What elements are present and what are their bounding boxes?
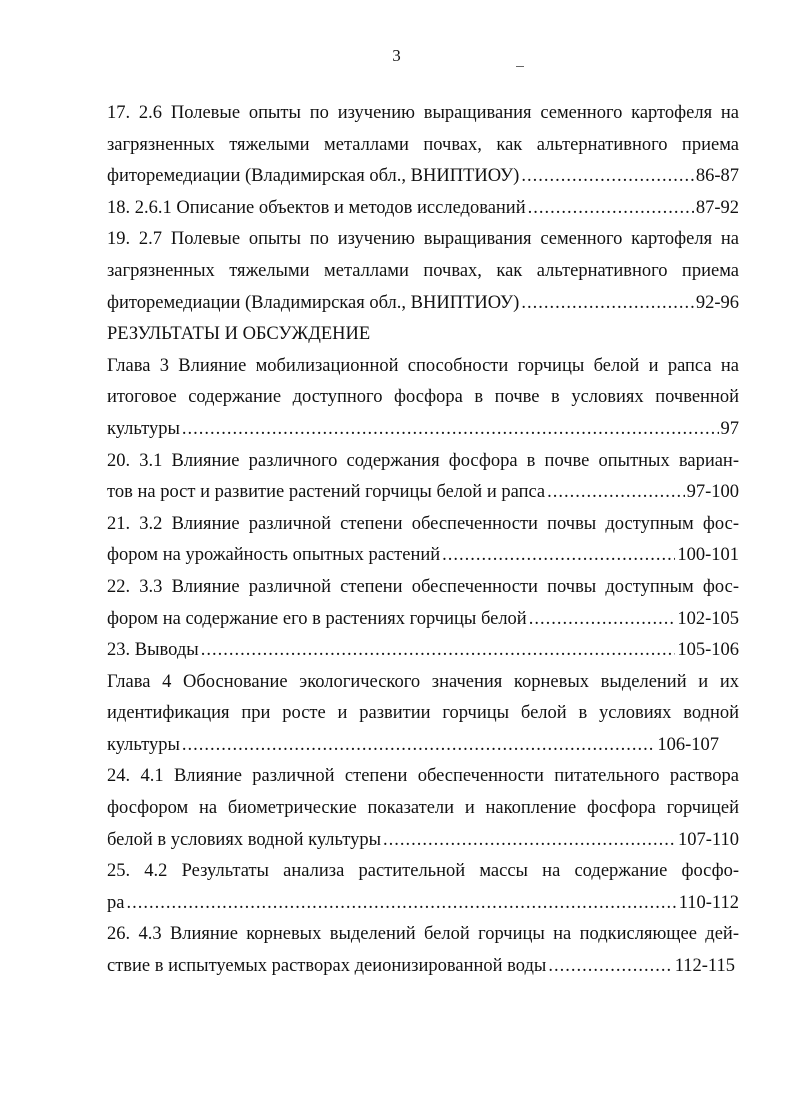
toc-entry-24-line-2: фосфором на биометрические показатели и накопление фосфора горчицей [107,798,739,819]
toc-entry-17-pages: 86-87 [695,166,739,187]
toc-dot-leader [521,161,694,193]
toc-entry-25-title-end: ра [107,892,125,913]
toc-chapter-4-pages: 106-107 [657,734,719,755]
toc-dot-leader [126,888,676,920]
toc-chapter-3-line-2: итоговое содержание доступного фосфора в почве в условиях почвенной [107,387,739,408]
toc-entry-20-line-2 [107,477,739,509]
toc-chapter-3-line-1: Глава 3 Влияние мобилизационной способности горчицы белой и рапса на [107,355,739,376]
toc-entry-22-title-end: фором на содержание его в растениях горчицы белой [107,608,527,629]
toc-dot-leader [547,477,684,509]
toc-entry-26-line-2 [107,951,735,983]
toc-entry-21-line-1: 21. 3.2 Влияние различной степени обеспеченности почвы доступным фос- [107,513,739,534]
table-of-contents [107,98,739,983]
toc-entry-17-title-end: фиторемедиации (Владимирская обл., ВНИПТИОУ) [107,166,520,187]
toc-entry-19-line-3 [107,288,739,320]
toc-dot-leader [528,193,694,225]
toc-entry-22-line-1: 22. 3.3 Влияние различной степени обеспеченности почвы доступным фос- [107,576,739,597]
toc-chapter-4-title-end: культуры [107,734,180,755]
toc-entry-24-line-3 [107,825,739,857]
toc-entry-25-line-1: 25. 4.2 Результаты анализа растительной массы на содержание фосфо- [107,861,739,882]
toc-entry-22-line-2 [107,604,739,636]
toc-chapter-3-title-end: культуры [107,418,180,439]
toc-entry-26-title-end: ствие в испытуемых растворах деионизированной воды [107,956,547,977]
toc-entry-17-line-1: 17. 2.6 Полевые опыты по изучению выращивания семенного картофеля на [107,103,739,123]
toc-entry-21-title-end: фором на урожайность опытных растений [107,545,441,566]
toc-entry-17-line-2: загрязненных тяжелыми металлами почвах, как альтернативного приема [107,134,739,155]
toc-chapter-4-line-2: идентификация при росте и развитии горчицы белой в условиях водной [107,703,739,724]
toc-entry-21-pages: 100-101 [677,545,739,566]
toc-entry-18-pages: 87-92 [695,197,739,218]
toc-entry-24-line-1: 24. 4.1 Влияние различной степени обеспеченности питательного раствора [107,766,739,787]
toc-entry-20-pages: 97-100 [686,482,739,503]
toc-entry-25-line-2 [107,888,739,920]
toc-dot-leader [442,540,675,572]
toc-entry-18-title: 18. 2.6.1 Описание объектов и методов исследований [107,197,526,218]
toc-entry-19-pages: 92-96 [695,292,739,313]
toc-entry-19-line-2: загрязненных тяжелыми металлами почвах, как альтернативного приема [107,260,739,281]
scan-mark [516,66,524,67]
toc-entry-20-title-end: тов на рост и развитие растений горчицы белой и рапса [107,482,546,503]
toc-entry-21-line-2 [107,540,739,572]
toc-dot-leader [521,288,694,320]
toc-dot-leader [529,604,676,636]
toc-entry-17-line-3 [107,161,739,193]
toc-entry-18 [107,193,739,225]
section-heading-results: РЕЗУЛЬТАТЫ И ОБСУЖДЕНИЕ [107,324,371,345]
toc-entry-23-title: 23. Выводы [107,640,199,661]
toc-dot-leader [182,414,719,446]
toc-entry-23-pages: 105-106 [677,640,739,661]
toc-dot-leader [548,951,672,983]
page-number: 3 [392,46,401,65]
toc-entry-25-pages: 110-112 [678,892,739,913]
toc-entry-20-line-1: 20. 3.1 Влияние различного содержания фосфора в почве опытных вариан- [107,450,739,471]
toc-entry-22-pages: 102-105 [677,608,739,629]
toc-chapter-3-pages: 97 [720,418,739,439]
toc-entry-19-line-1: 19. 2.7 Полевые опыты по изучению выращивания семенного картофеля на [107,229,739,250]
toc-dot-leader [201,635,676,667]
toc-chapter-3-line-3 [107,414,739,446]
toc-chapter-4-line-3 [107,730,719,762]
toc-entry-19-title-end: фиторемедиации (Владимирская обл., ВНИПТИОУ) [107,292,520,313]
toc-entry-24-pages: 107-110 [678,829,739,850]
toc-entry-23 [107,635,739,667]
toc-dot-leader [383,825,676,857]
toc-entry-26-line-1: 26. 4.3 Влияние корневых выделений белой горчицы на подкисляющее дей- [107,924,739,945]
toc-entry-26-pages: 112-115 [674,956,735,977]
toc-dot-leader [182,730,655,762]
toc-entry-24-title-end: белой в условиях водной культуры [107,829,382,850]
toc-chapter-4-line-1: Глава 4 Обоснование экологического значения корневых выделений и их [107,671,739,692]
